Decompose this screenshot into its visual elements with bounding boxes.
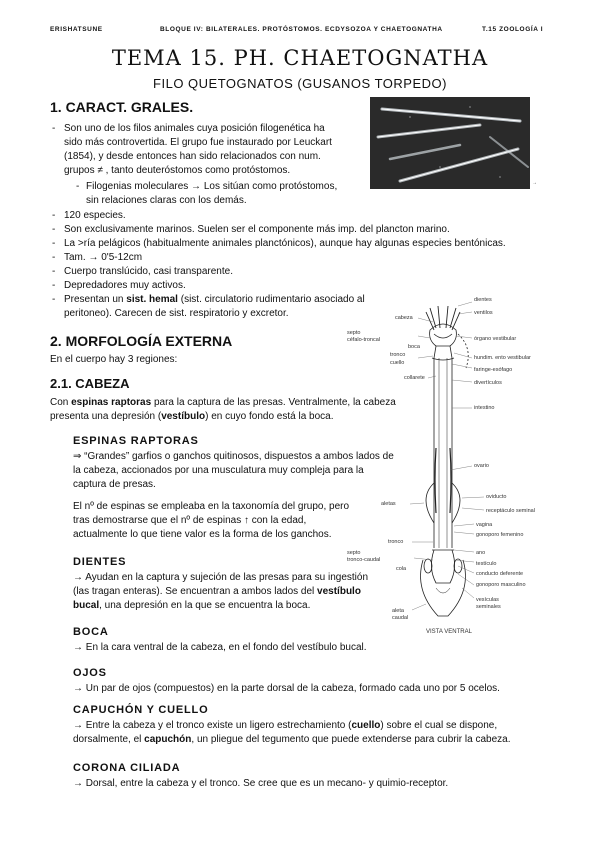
label-receptaculo-seminal: receptáculo seminal	[486, 508, 535, 514]
bullet-translucido: - Cuerpo translúcido, casi transparente.	[52, 265, 233, 279]
label-conducto-deferente: conducto deferente	[476, 571, 524, 577]
label-ano: ano	[476, 550, 486, 556]
header-course: T.15 ZOOLOGÍA I	[482, 26, 544, 33]
label-testiculo: testículo	[476, 561, 497, 567]
label-vista-ventral: VISTA VENTRAL	[426, 629, 472, 635]
chaetognath-photo	[370, 97, 530, 189]
label-cefalo-troncal: céfalo-troncal	[347, 337, 381, 343]
photo-illustration	[370, 97, 530, 189]
label-diverticulos: divertículos	[474, 380, 502, 386]
espinas-taxonomy-text: El nº de espinas se empleaba en la taxonomía del grupo, pero tras demostrarse que el nº de espinas ↑ con la edad, actualmente lo que tiene valor es la forma de los ganchos.	[73, 501, 350, 540]
label-ovario: ovario	[474, 463, 489, 469]
subbullet-molecular: - Filogenias moleculares → Los sitúan como protóstomos, sin relaciones claras con los demás.	[76, 180, 386, 208]
capuchon-text: → Entre la cabeza y el tronco existe un ligero estrechamiento (cuello) sobre el cual se dispone, dorsalmente, el capuchón, un pliegue del tegumento que puede extenderse para cubrir la cabeza.	[73, 720, 511, 745]
label-collarete: collarete	[404, 375, 425, 381]
label-vesiculas: vesículas	[476, 597, 499, 603]
bullet-marinos: - Son exclusivamente marinos. Suelen ser el componente más imp. del plancton marino.	[52, 223, 450, 237]
bullet-pelagicos: - La >ría pelágicos (habitualmente animales planctónicos), aunque hay algunas especies bentónicas.	[52, 237, 506, 251]
label-cuello: cuello	[390, 360, 405, 366]
bullet-depredadores: - Depredadores muy activos.	[52, 279, 186, 293]
label-gonoporo-masculino: gonoporo masculino	[476, 582, 526, 588]
label-ventilos: ventilos	[474, 310, 493, 316]
photo-mark: →	[532, 180, 537, 186]
label-hundimiento-vestibular: hundim. ento vestibular	[474, 355, 531, 361]
bullet-especies: - 120 especies.	[52, 209, 126, 223]
label-caudal: caudal	[392, 615, 409, 621]
label-boca: boca	[408, 344, 420, 350]
espinas-text: ⇒ “Grandes” garfios o ganchos quitinosos, dispuestos a ambos lados de la cabeza, accionados por una musculatura muy compleja para la captura de presas.	[73, 451, 394, 490]
label-gonoporo-femenino: gonoporo femenino	[476, 532, 524, 538]
section-2-heading: 2. MORFOLOGÍA EXTERNA	[50, 333, 233, 349]
bullet-sist-hemal: - Presentan un sist. hemal (sist. circulatorio rudimentario asociado al peritoneo). Carecen de sist. respiratorio y excretor.	[52, 293, 414, 321]
section-2-intro: En el cuerpo hay 3 regiones:	[50, 354, 178, 365]
capuchon-heading: CAPUCHÓN Y CUELLO	[73, 704, 209, 716]
page-subtitle: FILO QUETOGNATOS (GUSANOS TORPEDO)	[153, 76, 447, 91]
label-oviducto: oviducto	[486, 494, 507, 500]
ojos-text: → Un par de ojos (compuestos) en la parte dorsal de la cabeza, formado cada uno por 5 ocelos.	[73, 683, 500, 694]
corona-heading: CORONA CILIADA	[73, 762, 181, 774]
header-author: ERISHATSUNE	[50, 26, 103, 33]
ojos-heading: OJOS	[73, 667, 107, 679]
header-block: BLOQUE IV: BILATERALES. PROTÓSTOMOS. ECDYSOZOA Y CHAETOGNATHA	[160, 26, 443, 33]
label-organo-vestibular: órgano vestibular	[474, 336, 517, 342]
label-tronco-caudal: tronco-caudal	[347, 557, 381, 563]
label-septo-2: septo	[347, 550, 361, 556]
label-dientes: dientes	[474, 297, 492, 303]
label-cola: cola	[396, 566, 407, 572]
section-1-heading: 1. CARACT. GRALES.	[50, 99, 194, 115]
label-intestino: intestino	[474, 405, 495, 411]
label-septo: septo	[347, 330, 361, 336]
dientes-text: → Ayudan en la captura y sujeción de las presas para su ingestión (las tragan enteras). Se encuentran a ambos lados del vestíbulo bucal, una depresión en la que se encuentra la boca.	[73, 572, 368, 611]
page-title: TEMA 15. PH. CHAETOGNATHA	[111, 46, 489, 70]
label-seminales: seminales	[476, 604, 501, 610]
label-vagina: vagina	[476, 522, 493, 528]
bullet-tamano: - Tam. → 0'5-12cm	[52, 251, 142, 265]
boca-heading: BOCA	[73, 626, 109, 638]
section-2-1-heading: 2.1. CABEZA	[50, 376, 130, 391]
label-cabeza: cabeza	[395, 315, 413, 321]
label-tronco: tronco	[390, 352, 406, 358]
label-aleta: aleta	[392, 608, 404, 614]
label-faringe-esofago: faringe-esófago	[474, 367, 513, 373]
dientes-heading: DIENTES	[73, 556, 127, 568]
label-tronco-2: tronco	[388, 539, 404, 545]
bullet-filogenia: - Son uno de los filos animales cuya posición filogenética ha sido más controvertida. El grupo fue instaurado por Leuckart (1854), y desde entonces han sido relacionados con num. grupos ≠ , tanto deuteróstomos como protóstomos.	[52, 122, 384, 178]
label-aletas: aletas	[381, 501, 396, 507]
corona-text: → Dorsal, entre la cabeza y el tronco. Se cree que es un mecano- y quimio-receptor.	[73, 778, 449, 789]
espinas-heading: ESPINAS RAPTORAS	[73, 435, 199, 447]
boca-text: → En la cara ventral de la cabeza, en el fondo del vestíbulo bucal.	[73, 642, 367, 653]
cabeza-paragraph: Con espinas raptoras para la captura de las presas. Ventralmente, la cabeza presenta una depresión (vestíbulo) en cuyo fondo está la boca.	[50, 397, 396, 422]
